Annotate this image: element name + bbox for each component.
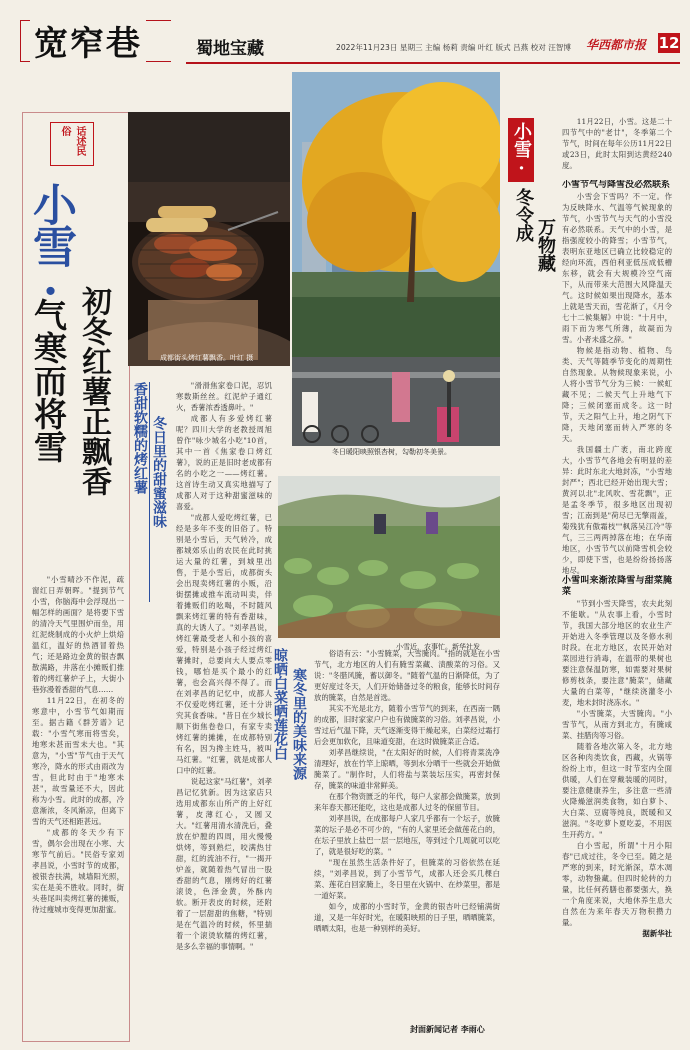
bottom-byline: 封面新闻记者 李雨心 (410, 1024, 485, 1034)
headline-sub: 初冬红薯正飘香 (76, 286, 111, 496)
stamp-text: 话述民俗 (59, 126, 85, 156)
left-para-3: "成都的冬天少有下雪，偶尔会出现在小寒、大寒节气前后。"民俗专家刘孝昌说，小雪时节的成都，被银杏扶满，城墙阳光照，实在是美不胜收。同时，街头巷尾叫卖烤红薯的摊贩，待过瘦城市变得更加甜蜜。 (32, 828, 124, 914)
photo-ginkgo (292, 72, 500, 446)
right-body (562, 180, 672, 1036)
right-intro (562, 116, 672, 180)
header-rule (186, 62, 680, 64)
mid-para-1: "滑滑焦家卷口泥，忍饥寒数斯丝丝。红泥炉子通红火，香薯浓香透鼻叶。" (176, 381, 272, 412)
right-title-2: 冬令成 (513, 188, 534, 242)
right-para-7: 随着各地次第入冬，北方地区各种肉类饮食，西藏，火锅等纷纷上市，但这一时节室内全面供暖，人们在穿戴装暖的同时，要注意健康养生，多注意一些清火降燥滋润类食物，如白萝卜、大白菜、豆腐等纯良，既暖和又滋润。"冬吃萝卜夏吃姜，不用医生开药方。" (562, 742, 672, 839)
photo-farm-art (278, 476, 500, 638)
photo-sweet-potato (128, 112, 290, 366)
right-red-block (508, 118, 534, 182)
mid-para-2: 成都人有多爱烤红薯呢？四川大学的老教授周旭曾作"咏少城名小吃"10首，其中一首《焦家卷口烤红薯》，说的正是旧时老成都有名的小吃之一——烤红薯。这首诗生动又真实地描写了成都人对于这种甜蜜滋味的喜爱。 (176, 414, 272, 511)
mid-vertical-head-2: 冬日里的甜蜜滋味 (151, 416, 167, 528)
bottom-para-4: 在那个物资匮乏的年代，每户人家都会做腌菜，放到来年春天都还能吃，这也是成都人过冬的保留节目。 (314, 792, 500, 812)
right-para-2: 小雪会下雪吗？不一定。作为反映降水、气温等气候现象的节气，小雪节气与天气的小雪没有必然联系。天气中的小雪，是指强度较小的降雪；小雪节气，表明东亚地区已确立比较稳定的经向环流，西伯利亚低压成低槽东移，就会有大规模冷空气南下，从而带来大范围大风降温天气。这时候如果出现降水，基本上就是雪天而，雪花渐了，《月令七十二候集解》中说："十月中，雨下而为寒气所薄，故凝而为雪。小者未盛之辞。" (562, 192, 672, 344)
mid-body (176, 380, 272, 1032)
bottom-para-3: 刘孝昌继续说，"在太阳好的时候，人们将青菜洗净清理好，放在竹竿上晾晒，等到水分晒干一些就会开始做腌菜了。"制作时，人们将盐与菜装坛压实，再密封保存，腌菜的味道非常鲜美。 (314, 748, 500, 790)
right-para-8: 白小雪起，所谓"十月小阳春"已成过往，冬令已至。随之是严寒的到来，时光渐深，草木凋零，动物蛰藏。但四时轮转的力量，比任何药膳也都要强大，换一个角度来说，大地休养生息大自然在为来年春天万物积攒力量。 (562, 841, 672, 927)
right-para-1: 11月22日，小雪。这是二十四节气中的"老廿"，冬季第二个节气，时间在每年公历11月22日或23日，此时太阳到达黄经240度。 (562, 117, 672, 170)
page-number: 12 (658, 34, 680, 52)
headline-xiaoxue: 小雪· (25, 182, 76, 315)
headline-qihan: 气寒而将雪 (29, 298, 68, 463)
mid-head-rule (149, 382, 150, 602)
left-para-1: "小雪晴沙不作泥，疏窗红日弄朝晖。"提到节气小雪，你脑海中会浮现出一幅怎样的画面？是将要下雪的清冷天气里围炉而坐，用红泥烧制成的小火炉上烘焙温红，温好的热酒冒着热气；还是路边金黄的银杏飘散满路，井落在小摊贩们推着的烤红薯炉子上，大街小巷弥漫着香甜的气息…… (32, 575, 124, 694)
photo-farm (278, 476, 500, 638)
right-title-xiaoxue: 小雪· (511, 122, 532, 179)
caption-sweet-potato: 成都街头烤红薯飘香。叶红 摄 (160, 354, 254, 362)
photo-ginkgo-art (292, 72, 500, 446)
section-title: 宽窄巷 (30, 16, 146, 65)
right-subhead-1: 小雪节气与降雪没必然联系 (562, 180, 671, 190)
bottom-body (314, 648, 500, 1020)
mid-para-3: "成都人爱吃烤红薯，已经是多年不变的旧俗了。特别是小雪后，天气转冷，成都城郊乐山的农民在此时挑运大量的红薯，到城里出售，于是小雪后，成都街头会出现卖烤红薯的小贩，沿街摆摊或推车流动叫卖，伴着摊贩们的吆喝，不时随风飘来烤红薯的特有香甜味，真的大诱人了。"刘孝昌说，烤红薯最受老人和小孩的喜爱，特别是小孩子经过烤红薯摊时，总要向大人要点零钱，哪怕是买个最小的红薯，也会高兴得不得了。而在刘孝昌的记忆中，成都人不仅爱吃烤红薯，还十分讲究其食香味。"昔日在少城长顺下街焦卷卷口，有家专卖烤红薯的摊摊，在成都特别有名，因为搀主姓马，被叫马红薯。"红薯，就是成都人口中的红薯。 (176, 513, 272, 775)
caption-farm: 小雪近，农事忙。新华社发 (396, 643, 480, 651)
left-para-2: 11月22日，在初冬的寒意中，小雪节气如期而至。据古籍《群芳谱》记载："小雪气寒而将雪矣，地寒未甚而雪未大也。"其意为，"小雪"节气由于天气寒冷，降水的形式由雨改为雪，但此时由于"地寒未甚"，故雪量还不大，因此称为小雪。此时的成都，冷意渐浓，冬风渐凉，但离下雪的天气还相距甚远。 (32, 696, 124, 826)
right-para-4: 我国疆土广袤，南北跨度大，小雪节气各地会有明显的差异：此时东北大地封冻，"小雪地封严"；西北已经开始出现大雪；黄河以北"北风吹、雪花飘"，正是孟冬季节，很多地区出现初雪；江南到是"荷尽已无擎雨盖，菊残犹有傲霜枝""枫落吴江冷"等气，三三两两掉落在地；在华南地区，小雪节气以前降雪机会较少，即使下雪，也是纷纷扬扬落地尽。 (562, 445, 672, 575)
mid-para-4: 说起这家"马红薯"，刘孝昌记忆犹新。因为这家店只选用成都东山所产的上好红薯，皮薄红心，又圆又大。"红薯用清水清洗后，叠放在炉膛的四周，用火慢慢烘烤，等到熟烂，咬满热甘甜，红的流油不行，"一揭开炉盖，就随着热气冒出一股香甜的气息，刚烤好的红薯滚烫，色泽金黄，外酥内软。断开表皮的时候，还附着了一层甜甜的焦糖，"特别是在气温冷的时候，怀里揣着一个滚烫软糯的烤红薯，是多么幸福的事情啊。" (176, 777, 272, 951)
bottom-vertical-head-2: 寒冬里的美味来源 (291, 668, 307, 780)
masthead (14, 8, 680, 66)
right-para-3: 物候是指动物、植物、鸟类、天气等随季节变化的周期性自然现象。从物候现象来说，小人将小雪节气分为三候：一候虹藏不见；二候天气上升地气下降；三候闭塞而成冬。这一时节，天之阳气上升，地之阴气下降，天地闭塞而转入严寒的冬天。 (562, 346, 672, 443)
bottom-para-5: 刘孝昌说，在成都每户人家几乎都有一个坛子，放腌菜的坛子是必不可少的，"有的人家里还会做莲花白的，在坛子里放上盐巴一层一层地压，等到过个几周就可以吃了，就是很好吃的菜。" (314, 814, 500, 856)
right-title-3: 万物藏 (535, 218, 556, 272)
bottom-para-6: "现在虽然生活条件好了，但腌菜的习俗依然在延续，"刘孝昌说，到了小雪节气，成都人还会买几棵白菜、莲花白回家腌上，冬日里在火锅中、在炒菜里，都是一道好菜。 (314, 858, 500, 900)
paper-logo: 华西都市报 (586, 38, 647, 52)
left-body (32, 574, 124, 1036)
mid-vertical-head-1: 香甜软糯的烤红薯 (132, 382, 148, 494)
right-subhead-2: 小雪叫来渐浓降雪与甜菜腌菜 (562, 576, 672, 597)
header-meta: 2022年11月23日 星期三 主编 杨莉 责编 叶红 版式 吕燕 校对 汪智博 (336, 43, 572, 52)
bottom-para-1: 俗语有云："小雪腌菜，大雪腌肉。"指的就是在小雪节气，北方地区的人们有腌雪菜藏、渍酸菜的习俗。又说："冬腊风腌，蓄以御冬。"随着气温的日渐降低，为了更好度过冬天，人们开始储备过冬的粮食，能够长时间存放的腌菜，自然是首选。 (314, 649, 500, 702)
stamp (50, 122, 94, 166)
right-para-6: "小雪腌菜，大雪腌肉。"小雪节气，从南方到北方，有腌咸菜、挂腊肉等习俗。 (562, 709, 672, 740)
bottom-para-2: 其实不光是北方，随着小雪节气的到来，在西南一隅的成都，旧时家家户户也有做腌菜的习俗。刘孝昌说，小雪过后气温下降，天气逐渐变得干燥起来，白菜经过霜打后会更加软化，且味道变甜，在这时做腌菜正合适。 (314, 704, 500, 746)
caption-ginkgo: 冬日暖阳映照银杏树，勾勒初冬美景。 (332, 448, 451, 456)
right-source: 据新华社 (642, 929, 672, 938)
right-para-5: "节到小雪天降雪，农夫此刻不能歇。"从农事上看，小雪时节，我国大部分地区的农业生产开始进入冬季管理以及冬修水利时段。在北方地区，农民开始对菜园进行消毒，在温带的果树也要注意保温防寒，如需要对果树修剪枝条，要注意"腌菜"，储藏大量的白菜等，"继续浇灌冬小麦，地未封时浇冻水。" (562, 599, 672, 707)
bottom-para-7: 如今，成都的小雪时节，金黄的银杏叶已经铺满街道，又是一年好时光，在暖阳映照的日子里，晒晒腌菜，晒晒太阳，也是一种别样的美好。 (314, 902, 500, 933)
channel-title: 蜀地宝藏 (196, 39, 264, 59)
photo-sweet-potato-art (128, 112, 290, 366)
bottom-vertical-head-1: 晾晒白菜晒莲花白 (272, 648, 288, 760)
